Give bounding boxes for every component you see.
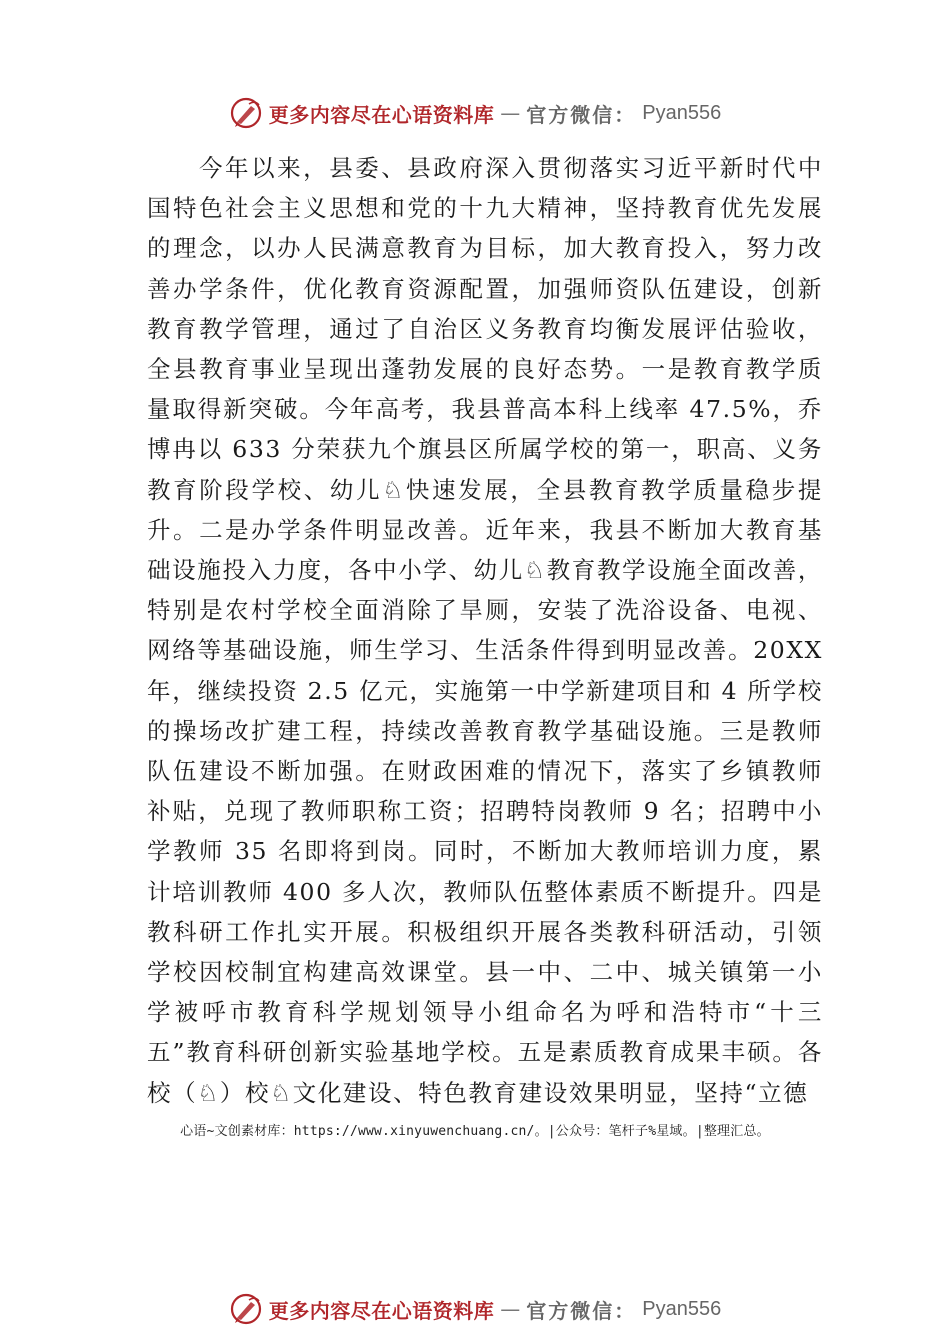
- wechat-label: 官方微信：: [526, 1298, 637, 1323]
- pen-circle-logo-icon: [229, 96, 263, 130]
- promo-text: 更多内容尽在心语资料库: [268, 102, 495, 127]
- wechat-label: 官方微信：: [526, 102, 637, 127]
- wechat-id: Pyan556: [642, 1297, 722, 1320]
- header-banner: [0, 93, 950, 133]
- pen-circle-logo-icon: [229, 1292, 263, 1326]
- article-paragraph: 今年以来，县委、县政府深入贯彻落实习近平新时代中国特色社会主义思想和党的十九大精神，坚持教育优先发展的理念，以办人民满意教育为目标，加大教育投入，努力改善办学条件，优化教育资源配置，加强师资队伍建设，创新教育教学管理，通过了自治区义务教育均衡发展评估验收，全县教育事业呈现出蓬勃发展的良好态势。一是教育教学质量取得新突破。今年高考，我县普高本科上线率 47.5%，乔博冉以 633 分荣获九个旗县区所属学校的第一，职高、义务教育阶段学校、幼儿♘快速发展，全县教育教学质量稳步提升。二是办学条件明显改善。近年来，我县不断加大教育基础设施投入力度，各中小学、幼儿♘教育教学设施全面改善，特别是农村学校全面消除了旱厕，安装了洗浴设备、电视、网络等基础设施，师生学习、生活条件得到明显改善。20XX年，继续投资 2.5 亿元，实施第一中学新建项目和 4 所学校的操场改扩建工程，持续改善教育教学基础设施。三是教师队伍建设不断加强。在财政困难的情况下，落实了乡镇教师补贴，兑现了教师职称工资；招聘特岗教师 9 名；招聘中小学教师 35 名即将到岗。同时，不断加大教师培训力度，累计培训教师 400 多人次，教师队伍整体素质不断提升。四是教科研工作扎实开展。积极组织开展各类教科研活动，引领学校因校制宜构建高效课堂。县一中、二中、城关镇第一小学被呼市教育科学规划领导小组命名为呼和浩特市“十三五”教育科研创新实验基地学校。五是素质教育成果丰硕。各校（♘）校♘文化建设、特色教育建设效果明显，坚持“立德: [147, 154, 823, 1107]
- banner-separator: —: [500, 1297, 521, 1321]
- banner-separator: —: [500, 101, 521, 125]
- footer-banner: [0, 1289, 950, 1329]
- promo-text: 更多内容尽在心语资料库: [268, 1298, 495, 1323]
- footer-source-note: 心语~文创素材库：https://www.xinyuwenchuang.cn/。|公众号：笔杆子%星域。|整理汇总。: [180, 1124, 770, 1139]
- wechat-id: Pyan556: [642, 101, 722, 124]
